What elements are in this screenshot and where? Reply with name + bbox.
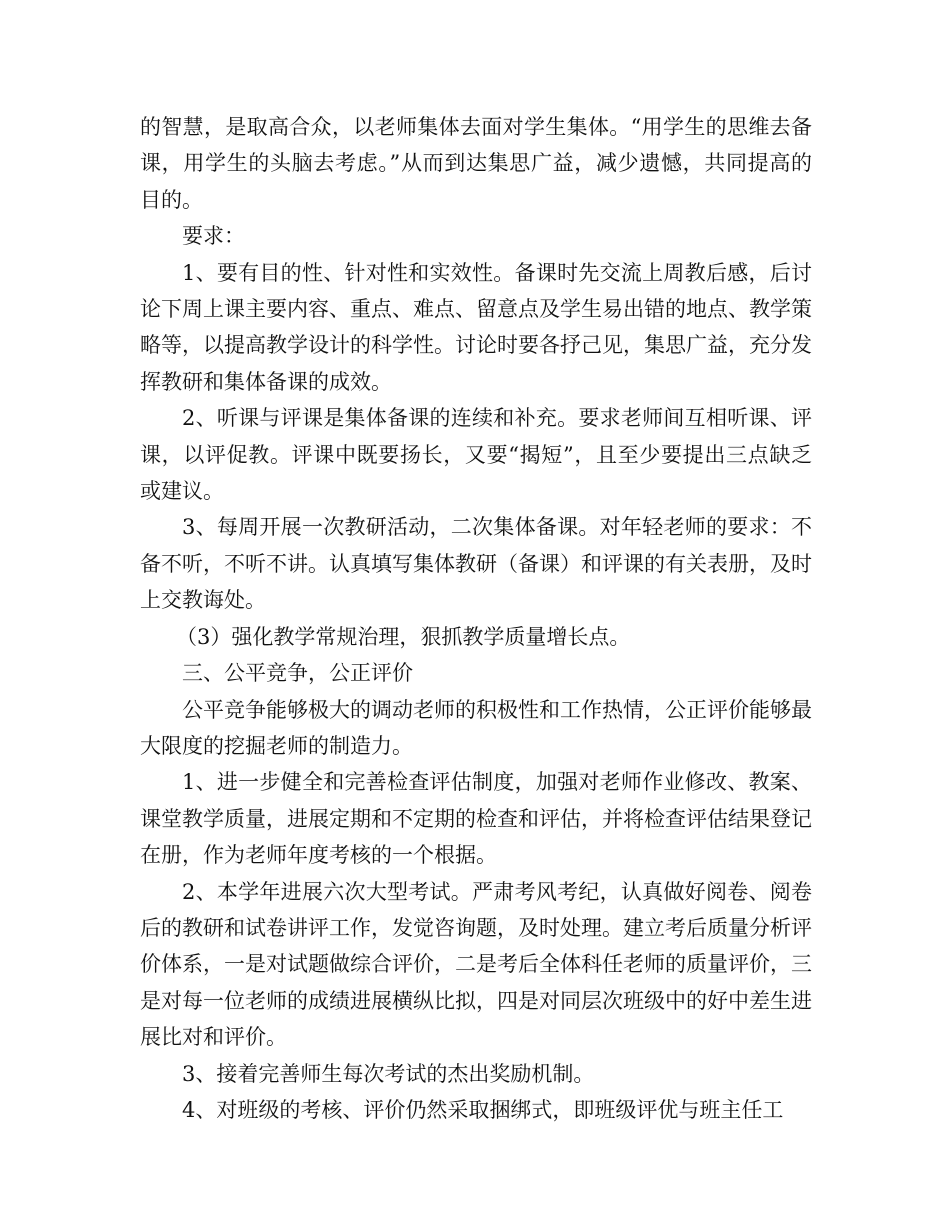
paragraph-item-3: 3、接着完善师生每次考试的杰出奖励机制。 [182,1061,595,1086]
paragraph-section-intro: 公平竞争能够极大的调动老师的积极性和工作热情，公正评价能够最大限度的挖掘老师的制造力。 [140,697,812,758]
paragraph-requirement-3: 3、每周开展一次教研活动，二次集体备课。对年轻老师的要求：不备不听，不听不讲。认真填写集体教研（备课）和评课的有关表册，及时上交教诲处。 [140,515,812,613]
paragraph-item-2: 2、本学年进展六次大型考试。严肃考风考纪，认真做好阅卷、阅卷后的教研和试卷讲评工作，发觉咨询题，及时处理。建立考后质量分析评价体系，一是对试题做综合评价，二是考后全体科任老师的质量评价，三是对每一位老师的成绩进展横纵比拟，四是对同层次班级中的好中差生进展比对和评价。 [140,879,812,1050]
document-body [140,109,812,1128]
paragraph-requirement-2: 2、听课与评课是集体备课的连续和补充。要求老师间互相听课、评课，以评促教。评课中既要扬长，又要“揭短”，且至少要提出三点缺乏或建议。 [140,406,812,504]
paragraph-item-4: 4、对班级的考核、评价仍然采取捆绑式，即班级评优与班主任工 [182,1097,784,1122]
paragraph-item-1: 1、进一步健全和完善检查评估制度，加强对老师作业修改、教案、课堂教学质量，进展定期和不定期的检查和评估，并将检查评估结果登记在册，作为老师年度考核的一个根据。 [140,770,812,868]
paragraph-requirement-1: 1、要有目的性、针对性和实效性。备课时先交流上周教后感，后讨论下周上课主要内容、重点、难点、留意点及学生易出错的地点、教学策略等，以提高教学设计的科学性。讨论时要各抒己见，集思广益，充分发挥教研和集体备课的成效。 [140,260,812,394]
paragraph-requirements-heading: 要求： [182,224,245,249]
paragraph-continuation: 的智慧，是取高合众，以老师集体去面对学生集体。“用学生的思维去备课，用学生的头脑去考虑。”从而到达集思广益，减少遗憾，共同提高的目的。 [140,115,812,212]
section-heading-3: 三、公平竞争，公正评价 [182,661,413,686]
paragraph-subheading-3: （3）强化教学常规治理，狠抓教学质量增长点。 [176,624,631,649]
